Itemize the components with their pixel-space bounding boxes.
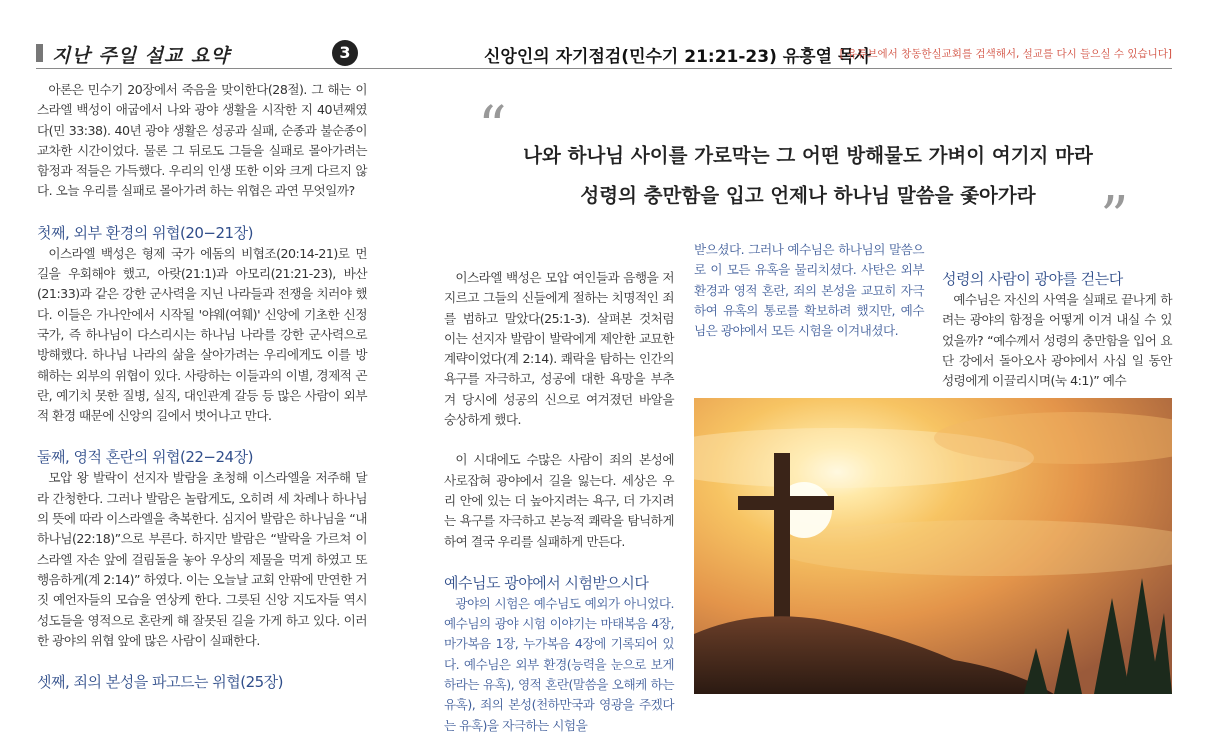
heading-jesus-tested: 예수님도 광야에서 시험받으시다 <box>444 573 649 592</box>
paragraph-external-threat: 이스라엘 백성은 형제 국가 에돔의 비협조(20:14-21)로 먼 길을 우회해야 했고, 아랏(21:1)과 아모리(21:21-23), 바산(21:33)과 같은 강한 군사력을 지닌 나라들과 전쟁을 치러야 했다. 이들은 가나안에서 시작될 '야웨(여훼)' 신앙에 기초한 신정 국가, 즉 하나님이 다스리시는 하나님 나라를 강한 군사력으로 방해했다. 하나님 나라의 삶을 살아가려는 우리에게도 이를 방해하는 외부의 위협이 있다. 사랑하는 이들과의 이별, 경제적 곤란, 예기치 못한 질병, 실직, 대인관계 갈등 등 많은 사람이 외부적 환경 때문에 신앙의 길에서 벗어나고 만다. <box>37 245 367 424</box>
heading-spiritual-confusion: 둘째, 영적 혼란의 위협(22−24장) <box>37 448 253 467</box>
youtube-note: [ 유튜브에서 창동한실교회를 검색해서, 설교를 다시 들으실 수 있습니다] <box>839 48 1172 60</box>
paragraph-moab-sin: 이스라엘 백성은 모압 여인들과 음행을 저지르고 그들의 신들에게 절하는 치명적인 죄를 범하고 말았다(25:1-3). 살펴본 것처럼 이는 선지자 발람이 발락에게 제안한 교묘한 계략이었다(계 2:14). 쾌락을 탐하는 인간의 욕구를 자극하고, 성공에 대한 욕망을 부추겨 당시에 성공의 신으로 여겨졌던 바알을 숭상하게 했다. <box>444 270 674 428</box>
section-label: 지난 주일 설교 요약 <box>52 45 230 67</box>
heading-sin-nature: 셋째, 죄의 본성을 파고드는 위협(25장) <box>37 673 283 692</box>
cross-sunset-illustration <box>694 398 1172 694</box>
heading-external-threat: 첫째, 외부 환경의 위협(20−21장) <box>37 223 253 242</box>
page-header <box>36 40 1172 69</box>
paragraph-spiritual-confusion: 모압 왕 발락이 선지자 발람을 초청해 이스라엘을 저주해 달라 간청한다. 그러나 발람은 놀랍게도, 오히려 세 차례나 하나님의 뜻에 따라 이스라엘을 축복한다. 심지어 발람은 하나님을 “내 하나님(22:18)”으로 부른다. 하지만 발람은 “발락을 가르쳐 이스라엘 자손 앞에 걸림돌을 놓아 우상의 제물을 먹게 하였고 또 행음하게(계 2:14)” 하였다. 이는 오늘날 교회 안팎에 만연한 거짓 예언자들의 모습을 연상케 한다. 그릇된 신앙 지도자들 역시 성도들을 영적으로 혼란케 해 잘못된 길을 가게 하고 있다. 이러한 광야의 위협 앞에 많은 사람이 실패한다. <box>37 470 367 648</box>
sermon-title: 신앙인의 자기점검(민수기 21:21-23) 유흥열 목사 <box>484 47 871 67</box>
open-quote-mark: “ <box>478 95 507 160</box>
paragraph-jesus-tested: 광야의 시험은 예수님도 예외가 아니었다. 예수님의 광야 시험 이야기는 마태복음 4장, 마가복음 1장, 누가복음 4장에 기록되어 있다. 예수님은 외부 환경(능력을 눈으로 보게 하라는 유혹), 영적 혼란(말씀을 오해케 하는 유혹), 죄의 본성(천하만국과 영광을 주겠다는 유혹)을 자극하는 시험을 <box>444 595 674 733</box>
intro-paragraph: 아론은 민수기 20장에서 죽음을 맞이한다(28절). 그 해는 이스라엘 백성이 애굽에서 나와 광야 생활을 시작한 지 40년째였다(민 33:38). 40년 광야 생활은 성공과 실패, 순종과 불순종이 교차한 시간이었다. 물론 그 뒤로도 그들을 실패로 몰아가려는 함정과 적들은 가득했다. 우리의 인생 또한 이와 크게 다르지 않다. 오늘 우리를 실패로 몰아가려 하는 위협은 과연 무엇일까? <box>37 82 367 199</box>
pull-quote-line-2: 성령의 충만함을 입고 언제나 하나님 말씀을 좇아가라 <box>580 184 1036 207</box>
column-4 <box>942 268 1172 391</box>
column-1 <box>37 80 367 693</box>
paragraph-spirit-person: 예수님은 자신의 사역을 실패로 끝나게 하려는 광야의 함정을 어떻게 이겨 내실 수 있었을까? “예수께서 성령의 충만함을 입어 요단 강에서 돌아오사 광야에서 사십 일 동안 성령에게 이끌리시며(눅 4:1)” 예수 <box>942 292 1172 389</box>
paragraph-jesus-overcame: 받으셨다. 그러나 예수님은 하나님의 말씀으로 이 모든 유혹을 물리치셨다. 사탄은 외부 환경과 영적 혼란, 죄의 본성을 교묘히 자극하여 유혹의 통로를 확보하려 했지만, 예수님은 광야에서 모든 시험을 이겨내셨다. <box>694 242 924 339</box>
pull-quote-line-1: 나와 하나님 사이를 가로막는 그 어떤 방해물도 가벼이 여기지 마라 <box>523 144 1093 167</box>
paragraph-modern-sin: 이 시대에도 수많은 사람이 죄의 본성에 사로잡혀 광야에서 길을 잃는다. 세상은 우리 안에 있는 더 높아지려는 욕구, 더 가지려는 욕구를 자극하고 본능적 쾌락을 탐닉하게 하여 결국 우리를 실패하게 만든다. <box>444 452 674 549</box>
header-marker-bar <box>36 44 43 62</box>
heading-spirit-person: 성령의 사람이 광야를 걷는다 <box>942 270 1123 288</box>
cross-sunset-photo <box>694 398 1172 694</box>
close-quote-mark: ” <box>1100 185 1129 250</box>
column-2 <box>444 268 674 736</box>
page-number-badge: 3 <box>332 40 358 66</box>
column-3 <box>694 240 924 341</box>
